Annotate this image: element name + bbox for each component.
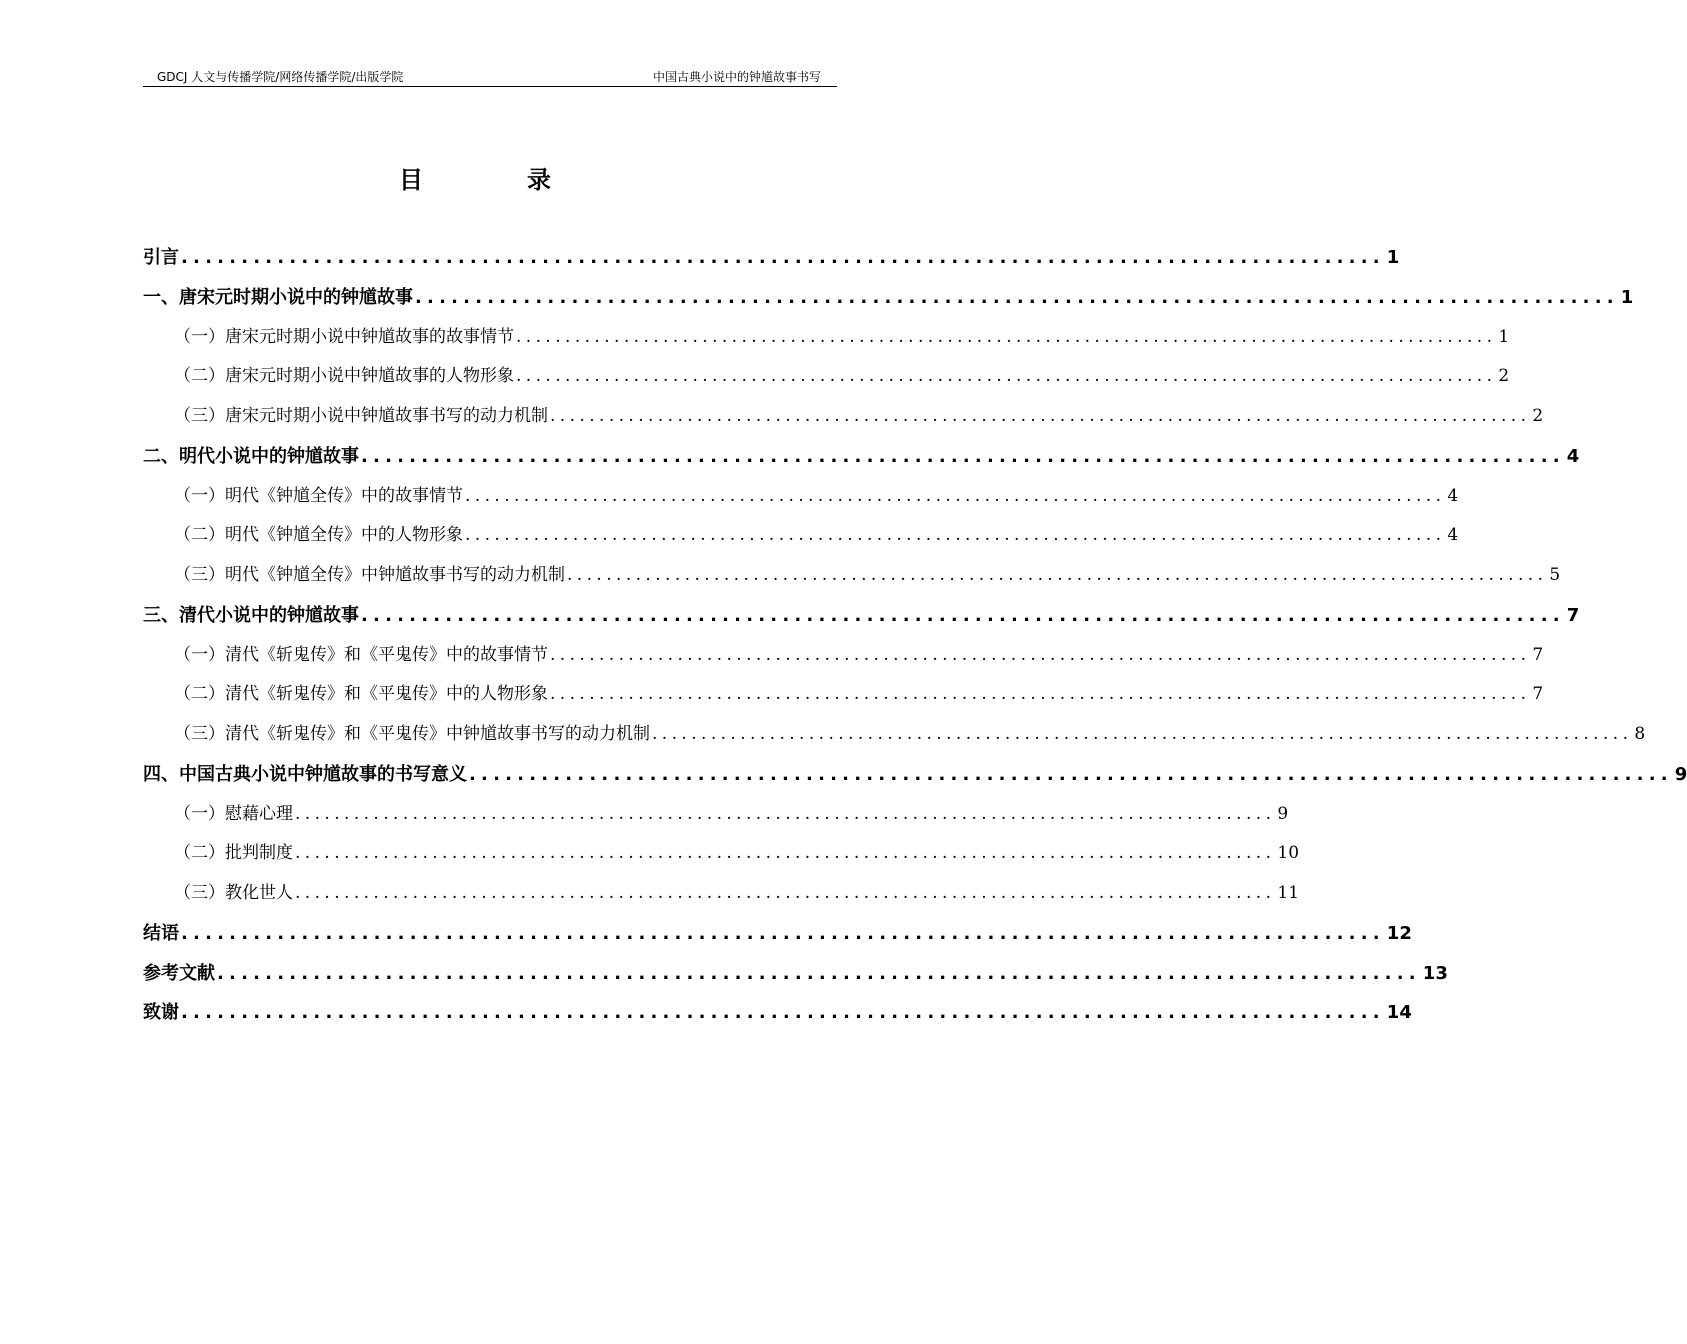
toc-entry-text: 引言 <box>143 247 179 268</box>
toc-leader: .................................................................................................... <box>181 922 1385 944</box>
toc-page-number: 4 <box>1447 525 1459 546</box>
toc-entry-section-3-1[interactable] <box>143 636 1544 676</box>
toc-entry-text: 一、唐宋元时期小说中的钟馗故事 <box>143 286 413 308</box>
toc-page-number: 8 <box>1634 724 1646 744</box>
toc-entry-text: 四、中国古典小说中钟馗故事的书写意义 <box>143 763 467 785</box>
toc-leader: .................................................................................................... <box>550 644 1531 665</box>
toc-entry-text: 二、明代小说中的钟馗故事 <box>143 445 359 467</box>
toc-entry-section-1-1[interactable] <box>143 318 1510 358</box>
toc-entry-references[interactable] <box>143 954 1448 994</box>
toc-entry-section-1-3[interactable] <box>143 397 1544 437</box>
toc-leader: .................................................................................................... <box>295 843 1276 864</box>
toc-entry-text: （一）慰藉心理 <box>174 803 293 824</box>
header-right-text: 中国古典小说中的钟馗故事书写 <box>652 70 821 84</box>
toc-page-number: 7 <box>1532 684 1544 705</box>
toc-entry-text: （一）清代《斩鬼传》和《平鬼传》中的故事情节 <box>174 644 548 665</box>
toc-entry-text: （三）明代《钟馗全传》中钟馗故事书写的动力机制 <box>174 565 565 585</box>
toc-page-number: 1 <box>1498 326 1510 347</box>
toc-leader: .................................................................................................... <box>469 763 1673 785</box>
toc-entry-section-4-3[interactable] <box>143 874 1300 914</box>
toc-leader: .................................................................................................... <box>550 406 1531 426</box>
toc-entry-text: 结语 <box>143 922 179 944</box>
toc-entry-text: （二）明代《钟馗全传》中的人物形象 <box>174 525 463 546</box>
toc-entry-section-4-2[interactable] <box>143 834 1300 874</box>
toc-page-number: 9 <box>1277 803 1289 824</box>
toc-page-number: 12 <box>1386 922 1412 944</box>
toc-page-number: 2 <box>1532 406 1544 426</box>
toc-entry-text: （二）唐宋元时期小说中钟馗故事的人物形象 <box>174 366 514 387</box>
toc-entry-text: （一）唐宋元时期小说中钟馗故事的故事情节 <box>174 326 514 347</box>
toc-entry-section-3-3[interactable] <box>143 715 1646 755</box>
toc-leader: .................................................................................................... <box>295 803 1276 824</box>
toc-entry-text: （三）唐宋元时期小说中钟馗故事书写的动力机制 <box>174 406 548 426</box>
page-header <box>143 66 837 87</box>
toc-leader: .................................................................................................... <box>361 604 1565 626</box>
toc-entry-text: 致谢 <box>143 1002 179 1024</box>
toc-page-number: 9 <box>1674 763 1687 785</box>
toc-leader: .................................................................................................... <box>516 326 1497 347</box>
toc-leader: .................................................................................................... <box>295 883 1276 903</box>
toc-page-number: 4 <box>1447 485 1459 506</box>
toc-leader: .................................................................................................... <box>465 525 1446 546</box>
toc-leader: .................................................................................................... <box>516 366 1497 387</box>
toc-leader: .................................................................................................... <box>217 962 1421 984</box>
toc-entry-chapter-3[interactable] <box>143 596 1580 636</box>
toc-page-number: 1 <box>1620 286 1634 308</box>
toc-entry-text: 三、清代小说中的钟馗故事 <box>143 604 359 626</box>
toc-page-number: 2 <box>1498 366 1510 387</box>
toc-entry-section-2-2[interactable] <box>143 516 1459 556</box>
toc-page-number: 13 <box>1422 962 1448 984</box>
toc-entry-chapter-2[interactable] <box>143 437 1580 477</box>
toc-page-number: 10 <box>1277 843 1300 864</box>
toc-entry-section-1-2[interactable] <box>143 357 1510 397</box>
toc-page-number: 5 <box>1549 565 1561 585</box>
toc-entry-intro[interactable] <box>143 238 1400 278</box>
toc-leader: .................................................................................................... <box>652 724 1633 744</box>
toc-entry-text: （三）清代《斩鬼传》和《平鬼传》中钟馗故事书写的动力机制 <box>174 724 650 744</box>
toc-entry-text: （一）明代《钟馗全传》中的故事情节 <box>174 485 463 506</box>
toc-page-number: 7 <box>1566 604 1580 626</box>
toc-entry-text: （二）清代《斩鬼传》和《平鬼传》中的人物形象 <box>174 684 548 705</box>
toc-page-number: 7 <box>1532 644 1544 665</box>
toc-page-number: 1 <box>1386 247 1400 268</box>
toc-entry-text: 参考文献 <box>143 962 215 984</box>
toc-entry-text: （三）教化世人 <box>174 883 293 903</box>
header-left-text: GDCJ 人文与传播学院/网络传播学院/出版学院 <box>157 70 404 84</box>
table-of-contents <box>143 238 1687 1033</box>
toc-leader: .................................................................................................... <box>550 684 1531 705</box>
toc-entry-chapter-1[interactable] <box>143 278 1634 318</box>
toc-leader: .................................................................................................... <box>181 247 1385 268</box>
toc-title: 目录 <box>399 166 655 194</box>
toc-leader: .................................................................................................... <box>181 1002 1385 1024</box>
toc-page-number: 14 <box>1386 1002 1412 1024</box>
toc-page-number: 4 <box>1566 445 1580 467</box>
toc-entry-section-2-3[interactable] <box>143 556 1561 596</box>
toc-entry-acknowledgements[interactable] <box>143 993 1412 1033</box>
toc-entry-conclusion[interactable] <box>143 914 1412 954</box>
toc-entry-section-2-1[interactable] <box>143 477 1459 517</box>
toc-entry-text: （二）批判制度 <box>174 843 293 864</box>
toc-entry-section-4-1[interactable] <box>143 795 1289 835</box>
toc-entry-section-3-2[interactable] <box>143 675 1544 715</box>
toc-entry-chapter-4[interactable] <box>143 755 1687 795</box>
toc-page-number: 11 <box>1277 883 1300 903</box>
toc-leader: .................................................................................................... <box>415 286 1619 308</box>
toc-leader: .................................................................................................... <box>465 485 1446 506</box>
toc-leader: .................................................................................................... <box>567 565 1548 585</box>
toc-leader: .................................................................................................... <box>361 445 1565 467</box>
